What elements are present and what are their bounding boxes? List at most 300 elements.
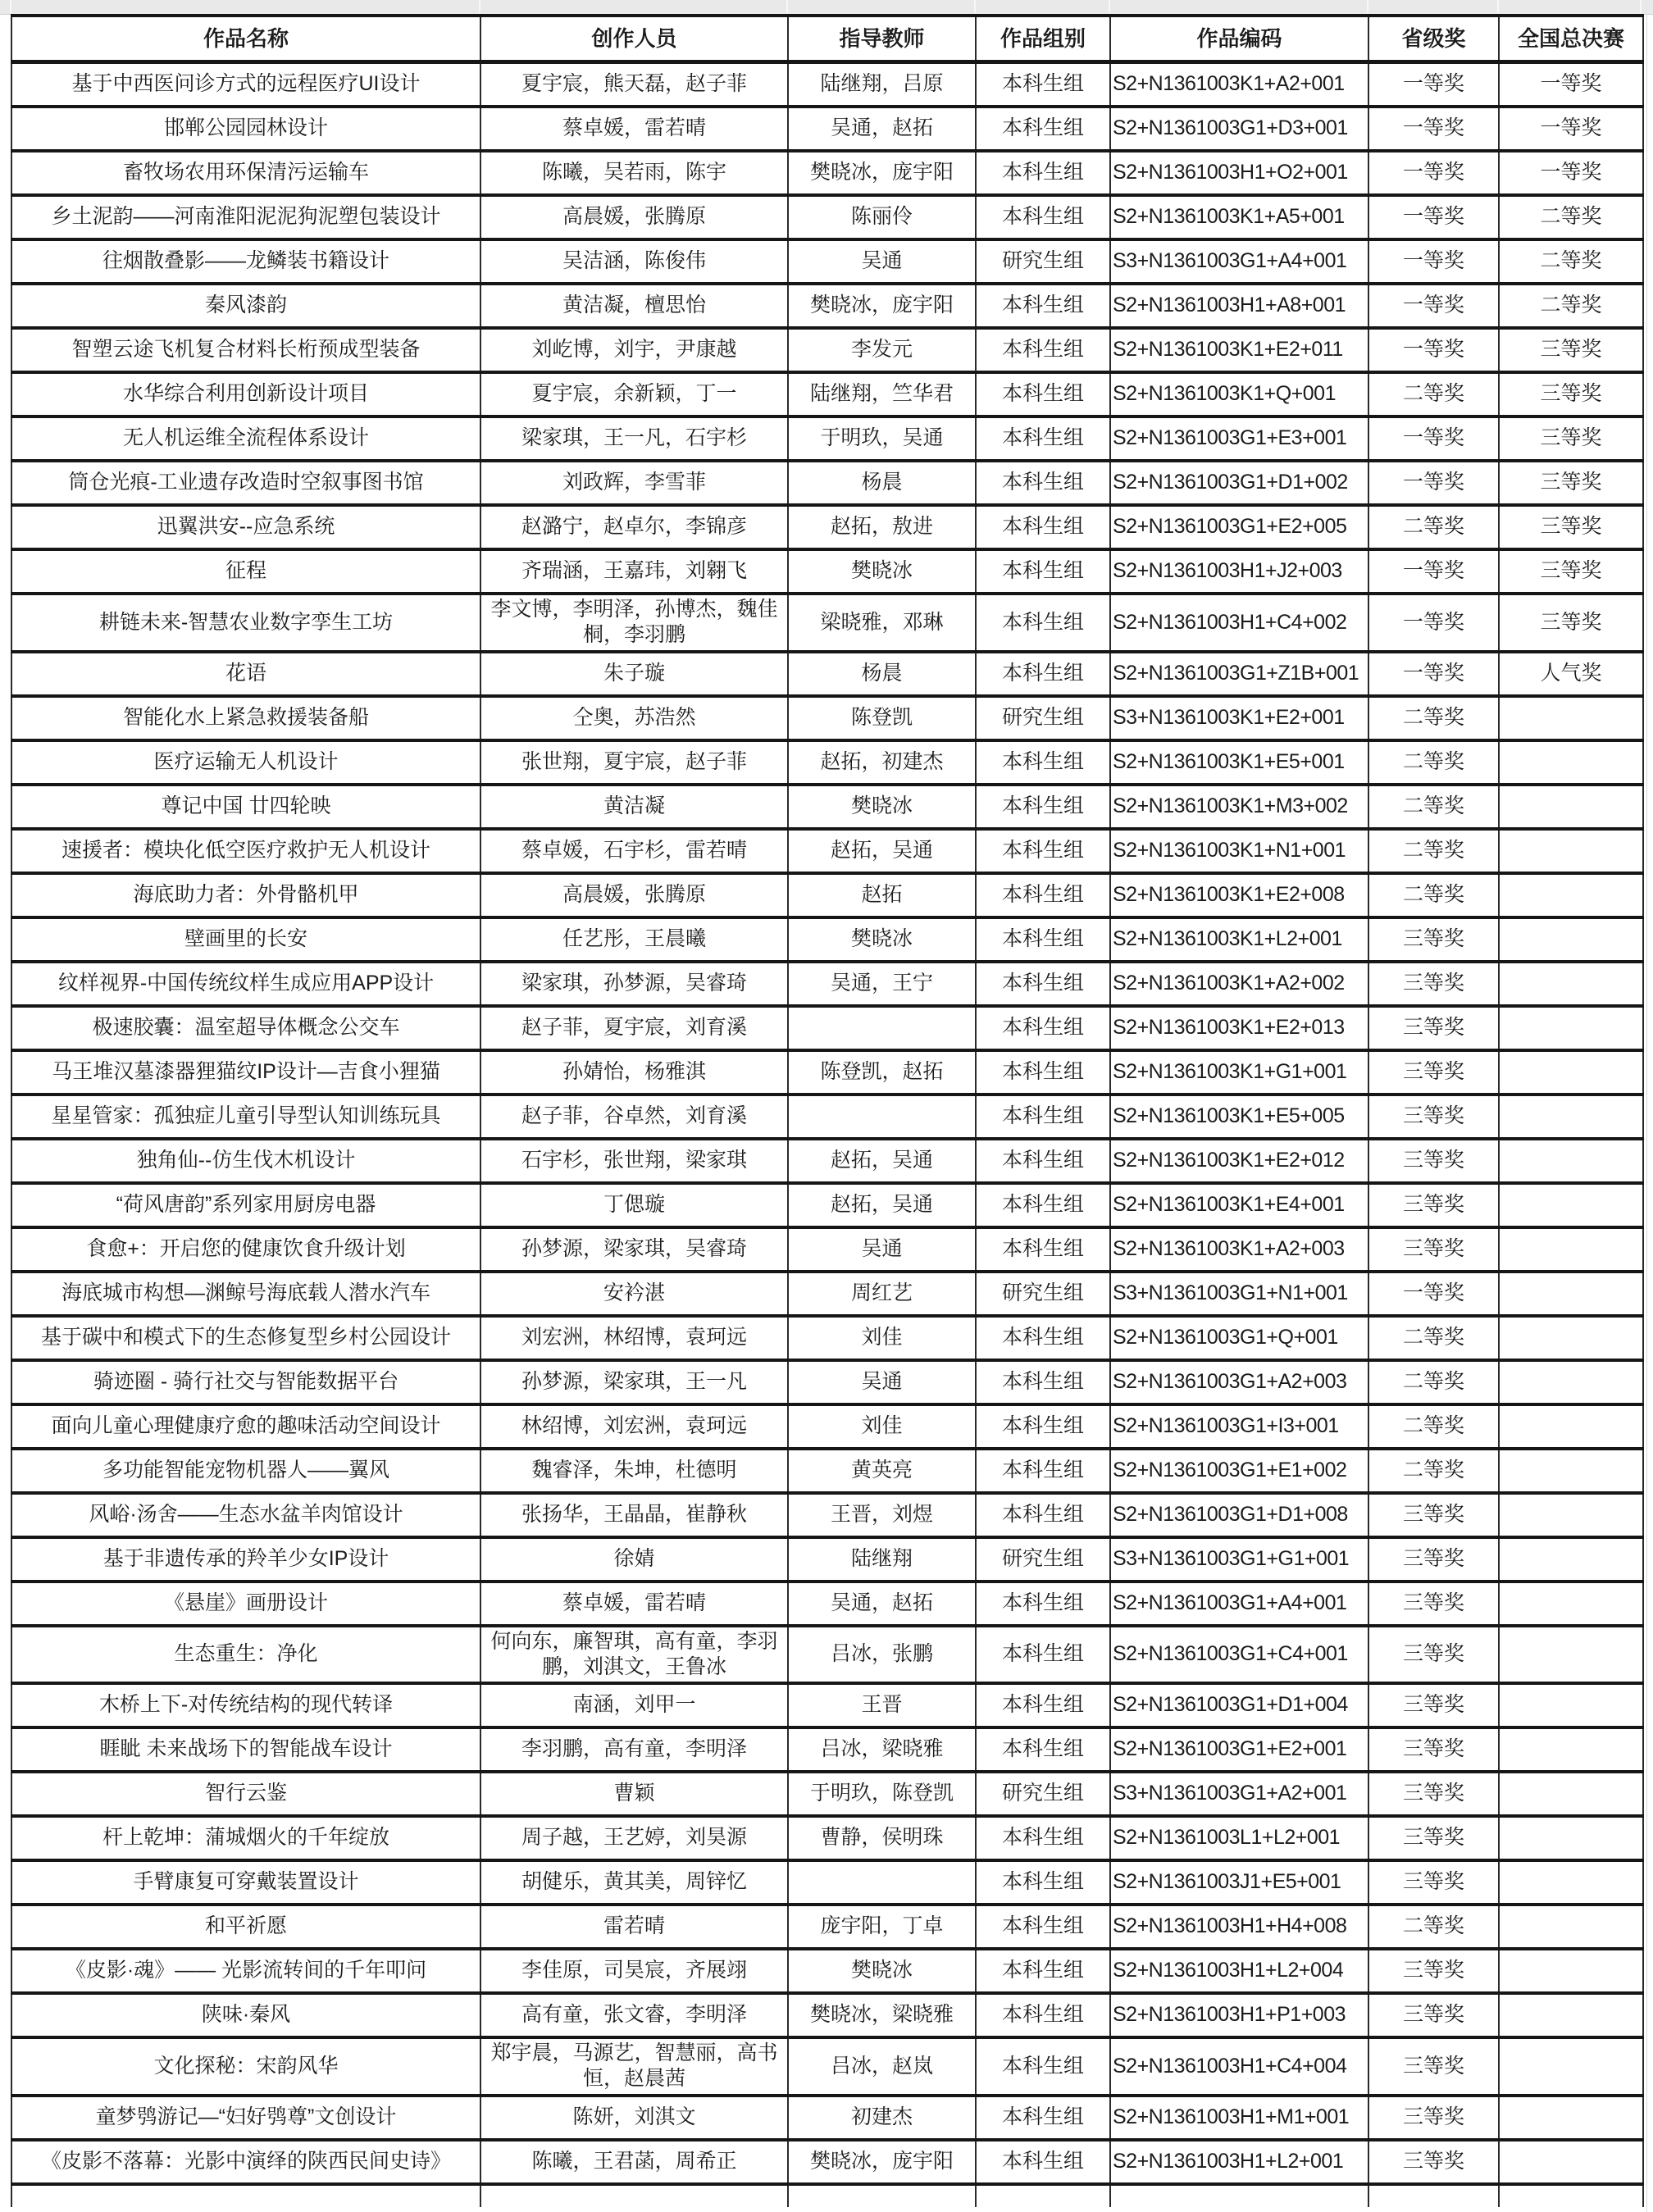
cell-provincial-award: 三等奖 <box>1368 962 1499 1006</box>
cell-provincial-award: 三等奖 <box>1368 1095 1499 1139</box>
cell-group: 本科生组 <box>976 107 1110 151</box>
header-provincial-award: 省级奖 <box>1368 16 1499 62</box>
cell-advisors: 樊晓冰 <box>788 549 976 594</box>
column-guide-line <box>1109 0 1110 13</box>
cell-group: 本科生组 <box>976 2037 1110 2096</box>
table-row <box>11 962 1643 1006</box>
cell-provincial-award: 二等奖 <box>1368 1316 1499 1360</box>
header-creators: 创作人员 <box>480 16 788 62</box>
cell-creators: 赵潞宁，赵卓尔，李锦彦 <box>480 505 788 549</box>
cell-provincial-award: 二等奖 <box>1368 1449 1499 1493</box>
column-guide-line <box>1640 0 1642 13</box>
cell-advisors: 吴通 <box>788 1227 976 1272</box>
cell-creators: 黄洁凝 <box>480 785 788 829</box>
cell-work-code: S2+N1361003K1+E2+013 <box>1110 1006 1368 1050</box>
table-row <box>11 416 1643 461</box>
cell-creators: 魏睿泽，朱坤，杜德明 <box>480 1449 788 1493</box>
cell-advisors: 赵拓，敖进 <box>788 505 976 549</box>
cell-national-final: 三等奖 <box>1499 505 1643 549</box>
cell-work-name: 邯郸公园园林设计 <box>11 107 480 151</box>
cell-provincial-award: 三等奖 <box>1368 2096 1499 2140</box>
table-row <box>11 1905 1643 1949</box>
cell-work-name: 陕味·秦风 <box>11 1993 480 2037</box>
cell-group: 本科生组 <box>976 1626 1110 1684</box>
cell-national-final: 二等奖 <box>1499 239 1643 284</box>
cell-creators: 孙婧怡，杨雅淇 <box>480 1050 788 1095</box>
cell-empty <box>788 2184 976 2207</box>
cell-group: 本科生组 <box>976 1404 1110 1449</box>
cell-group: 本科生组 <box>976 1360 1110 1404</box>
cell-creators: 吴洁涵，陈俊伟 <box>480 239 788 284</box>
table-row <box>11 1582 1643 1626</box>
cell-work-code: S3+N1361003G1+A2+001 <box>1110 1772 1368 1816</box>
cell-advisors: 吴通，赵拓 <box>788 107 976 151</box>
header-advisors: 指导教师 <box>788 16 976 62</box>
cell-advisors: 樊晓冰 <box>788 1949 976 1993</box>
cell-advisors: 吕冰，张鹏 <box>788 1626 976 1684</box>
cell-national-final <box>1499 829 1643 873</box>
cell-group: 本科生组 <box>976 1139 1110 1183</box>
cell-provincial-award: 一等奖 <box>1368 594 1499 652</box>
cell-national-final: 三等奖 <box>1499 416 1643 461</box>
cell-creators: 蔡卓媛，石宇杉，雷若晴 <box>480 829 788 873</box>
table-row <box>11 195 1643 239</box>
cell-national-final <box>1499 785 1643 829</box>
cell-creators: 赵子菲，谷卓然，刘育溪 <box>480 1095 788 1139</box>
cell-work-name: 骑迹圈 - 骑行社交与智能数据平台 <box>11 1360 480 1404</box>
table-row <box>11 1404 1643 1449</box>
cell-work-code: S2+N1361003G1+D1+002 <box>1110 461 1368 505</box>
cell-provincial-award: 三等奖 <box>1368 1727 1499 1772</box>
table-row <box>11 62 1643 107</box>
cell-creators: 李佳原，司昊宸，齐展翊 <box>480 1949 788 1993</box>
cell-national-final: 一等奖 <box>1499 151 1643 195</box>
cell-work-code: S2+N1361003G1+Q+001 <box>1110 1316 1368 1360</box>
table-body <box>11 62 1643 2207</box>
table-row <box>11 2096 1643 2140</box>
cell-creators: 夏宇宸，熊天磊，赵子菲 <box>480 62 788 107</box>
cell-work-code: S2+N1361003G1+Z1B+001 <box>1110 652 1368 696</box>
cell-work-name: 基于非遗传承的羚羊少女IP设计 <box>11 1537 480 1582</box>
cell-group: 本科生组 <box>976 1493 1110 1537</box>
cell-group: 本科生组 <box>976 1816 1110 1860</box>
table-row <box>11 151 1643 195</box>
cell-group: 本科生组 <box>976 962 1110 1006</box>
cell-work-code: S2+N1361003H1+C4+004 <box>1110 2037 1368 2096</box>
cell-empty <box>976 2184 1110 2207</box>
cell-group: 本科生组 <box>976 785 1110 829</box>
cell-work-code: S2+N1361003H1+P1+003 <box>1110 1993 1368 2037</box>
cell-advisors: 黄英亮 <box>788 1449 976 1493</box>
table-row <box>11 2037 1643 2096</box>
cell-national-final <box>1499 2140 1643 2184</box>
cell-advisors: 刘佳 <box>788 1404 976 1449</box>
cell-advisors: 陈丽伶 <box>788 195 976 239</box>
cell-creators: 刘宏洲，林绍博，袁珂远 <box>480 1316 788 1360</box>
table-row <box>11 1993 1643 2037</box>
cell-work-name: 筒仓光痕-工业遗存改造时空叙事图书馆 <box>11 461 480 505</box>
cell-creators: 丁偲璇 <box>480 1183 788 1227</box>
cell-advisors: 曹静，侯明珠 <box>788 1816 976 1860</box>
cell-national-final <box>1499 1139 1643 1183</box>
cell-advisors: 陈登凯 <box>788 696 976 740</box>
cell-group: 本科生组 <box>976 1860 1110 1905</box>
column-guide-line <box>974 0 976 13</box>
cell-work-code: S2+N1361003K1+A2+001 <box>1110 62 1368 107</box>
cell-work-name: 独角仙--仿生伐木机设计 <box>11 1139 480 1183</box>
cell-work-code: S2+N1361003G1+C4+001 <box>1110 1626 1368 1684</box>
cell-work-name: 畜牧场农用环保清污运输车 <box>11 151 480 195</box>
cell-group: 研究生组 <box>976 1537 1110 1582</box>
cell-empty <box>11 2184 480 2207</box>
cell-work-code: S2+N1361003H1+L2+001 <box>1110 2140 1368 2184</box>
cell-advisors: 赵拓 <box>788 873 976 917</box>
cell-national-final: 人气奖 <box>1499 652 1643 696</box>
cell-work-code: S2+N1361003K1+A5+001 <box>1110 195 1368 239</box>
cell-group: 本科生组 <box>976 829 1110 873</box>
cell-provincial-award: 一等奖 <box>1368 107 1499 151</box>
column-guide-line <box>479 0 480 13</box>
table-row <box>11 2140 1643 2184</box>
cell-creators: 安衿湛 <box>480 1272 788 1316</box>
cell-creators: 赵子菲，夏宇宸，刘育溪 <box>480 1006 788 1050</box>
cell-work-name: 童梦鸮游记—“妇好鸮尊”文创设计 <box>11 2096 480 2140</box>
cell-work-code: S2+N1361003G1+A2+003 <box>1110 1360 1368 1404</box>
cell-work-code: S2+N1361003K1+Q+001 <box>1110 372 1368 416</box>
cell-advisors: 杨晨 <box>788 461 976 505</box>
cell-national-final <box>1499 962 1643 1006</box>
cell-advisors: 吴通 <box>788 239 976 284</box>
cell-provincial-award: 三等奖 <box>1368 1537 1499 1582</box>
cell-group: 本科生组 <box>976 416 1110 461</box>
cell-work-name: 智能化水上紧急救援装备船 <box>11 696 480 740</box>
cell-national-final: 三等奖 <box>1499 461 1643 505</box>
cell-advisors <box>788 1006 976 1050</box>
cell-work-code: S2+N1361003G1+A4+001 <box>1110 1582 1368 1626</box>
cell-provincial-award: 一等奖 <box>1368 284 1499 328</box>
cell-advisors: 赵拓，吴通 <box>788 829 976 873</box>
header-group: 作品组别 <box>976 16 1110 62</box>
cell-empty <box>1110 2184 1368 2207</box>
cell-provincial-award: 三等奖 <box>1368 1139 1499 1183</box>
table-row <box>11 1727 1643 1772</box>
cell-advisors: 吴通 <box>788 1360 976 1404</box>
cell-provincial-award: 二等奖 <box>1368 785 1499 829</box>
cell-provincial-award: 三等奖 <box>1368 1993 1499 2037</box>
cell-work-code: S2+N1361003K1+E5+001 <box>1110 740 1368 785</box>
cell-national-final <box>1499 1626 1643 1684</box>
cell-creators: 仝奥，苏浩然 <box>480 696 788 740</box>
cell-advisors: 吴通，赵拓 <box>788 1582 976 1626</box>
cell-provincial-award: 一等奖 <box>1368 195 1499 239</box>
cell-work-name: 水华综合利用创新设计项目 <box>11 372 480 416</box>
cell-advisors: 杨晨 <box>788 652 976 696</box>
cell-advisors: 王晋，刘煜 <box>788 1493 976 1537</box>
cell-work-name: “荷风唐韵”系列家用厨房电器 <box>11 1183 480 1227</box>
cell-national-final <box>1499 1183 1643 1227</box>
cell-group: 本科生组 <box>976 1227 1110 1272</box>
cell-provincial-award: 二等奖 <box>1368 740 1499 785</box>
cell-work-name: 耕链未来-智慧农业数字孪生工坊 <box>11 594 480 652</box>
cell-work-code: S2+N1361003H1+J2+003 <box>1110 549 1368 594</box>
table-row <box>11 740 1643 785</box>
header-work-name: 作品名称 <box>11 16 480 62</box>
cell-group: 本科生组 <box>976 1683 1110 1727</box>
cell-work-code: S2+N1361003K1+L2+001 <box>1110 917 1368 962</box>
table-row <box>11 1360 1643 1404</box>
column-guide-line <box>786 0 788 13</box>
column-guide-line <box>10 0 11 13</box>
cell-group: 本科生组 <box>976 1095 1110 1139</box>
cell-advisors: 陆继翔，竺华君 <box>788 372 976 416</box>
table-row-partial <box>11 2184 1643 2207</box>
cell-group: 本科生组 <box>976 1316 1110 1360</box>
cell-provincial-award: 一等奖 <box>1368 1272 1499 1316</box>
cell-provincial-award: 三等奖 <box>1368 1183 1499 1227</box>
cell-creators: 张世翔，夏宇宸，赵子菲 <box>480 740 788 785</box>
cell-work-name: 马王堆汉墓漆器狸猫纹IP设计—吉食小狸猫 <box>11 1050 480 1095</box>
cell-group: 本科生组 <box>976 1727 1110 1772</box>
cell-group: 本科生组 <box>976 505 1110 549</box>
cell-creators: 胡健乐，黄其美，周锌忆 <box>480 1860 788 1905</box>
cell-group: 研究生组 <box>976 1272 1110 1316</box>
table-row <box>11 1493 1643 1537</box>
cell-national-final <box>1499 1050 1643 1095</box>
cell-work-name: 智塑云途飞机复合材料长桁预成型装备 <box>11 328 480 372</box>
column-guide-line <box>1497 0 1499 13</box>
cell-national-final: 三等奖 <box>1499 594 1643 652</box>
cell-creators: 南涵，刘甲一 <box>480 1683 788 1727</box>
cell-national-final <box>1499 1905 1643 1949</box>
cell-provincial-award: 一等奖 <box>1368 416 1499 461</box>
cell-national-final <box>1499 1683 1643 1727</box>
table-row <box>11 696 1643 740</box>
cell-work-name: 《皮影不落幕：光影中演绎的陕西民间史诗》 <box>11 2140 480 2184</box>
column-guide-line <box>1367 0 1368 13</box>
cell-group: 本科生组 <box>976 1993 1110 2037</box>
cell-creators: 李文博，李明泽，孙博杰，魏佳桐，李羽鹏 <box>480 594 788 652</box>
cell-creators: 蔡卓媛，雷若晴 <box>480 1582 788 1626</box>
cell-provincial-award: 二等奖 <box>1368 372 1499 416</box>
cell-work-code: S2+N1361003K1+M3+002 <box>1110 785 1368 829</box>
cell-provincial-award: 一等奖 <box>1368 151 1499 195</box>
cell-creators: 高晨媛，张腾原 <box>480 873 788 917</box>
table-row <box>11 917 1643 962</box>
cell-national-final <box>1499 696 1643 740</box>
cell-creators: 石宇杉，张世翔，梁家琪 <box>480 1139 788 1183</box>
header-national-final: 全国总决赛 <box>1499 16 1643 62</box>
cell-work-code: S2+N1361003G1+D1+004 <box>1110 1683 1368 1727</box>
cell-national-final <box>1499 1360 1643 1404</box>
cell-provincial-award: 三等奖 <box>1368 1816 1499 1860</box>
cell-provincial-award: 三等奖 <box>1368 1683 1499 1727</box>
table-row <box>11 1095 1643 1139</box>
cell-advisors: 李发元 <box>788 328 976 372</box>
cell-provincial-award: 二等奖 <box>1368 1404 1499 1449</box>
cell-provincial-award: 一等奖 <box>1368 62 1499 107</box>
cell-work-code: S2+N1361003K1+A2+002 <box>1110 962 1368 1006</box>
cell-work-code: S2+N1361003K1+E2+012 <box>1110 1139 1368 1183</box>
cell-work-code: S3+N1361003G1+N1+001 <box>1110 1272 1368 1316</box>
cell-work-name: 风峪·汤舍——生态水盆羊肉馆设计 <box>11 1493 480 1537</box>
cell-creators: 徐婧 <box>480 1537 788 1582</box>
cell-group: 本科生组 <box>976 284 1110 328</box>
cell-group: 本科生组 <box>976 2140 1110 2184</box>
cell-advisors: 王晋 <box>788 1683 976 1727</box>
table-row <box>11 1449 1643 1493</box>
cell-work-code: S2+N1361003H1+M1+001 <box>1110 2096 1368 2140</box>
cell-national-final <box>1499 1816 1643 1860</box>
cell-work-name: 星星管家：孤独症儿童引导型认知训练玩具 <box>11 1095 480 1139</box>
cell-empty <box>1499 2184 1643 2207</box>
cell-provincial-award: 一等奖 <box>1368 652 1499 696</box>
cell-provincial-award: 一等奖 <box>1368 549 1499 594</box>
cell-work-code: S2+N1361003G1+E2+005 <box>1110 505 1368 549</box>
table-row <box>11 1860 1643 1905</box>
cell-advisors: 刘佳 <box>788 1316 976 1360</box>
cell-provincial-award: 三等奖 <box>1368 1860 1499 1905</box>
cell-national-final <box>1499 1772 1643 1816</box>
cell-work-code: S2+N1361003J1+E5+001 <box>1110 1860 1368 1905</box>
cell-group: 本科生组 <box>976 549 1110 594</box>
cell-provincial-award: 三等奖 <box>1368 1006 1499 1050</box>
cell-advisors: 赵拓，吴通 <box>788 1183 976 1227</box>
cell-work-name: 《皮影·魂》—— 光影流转间的千年叩问 <box>11 1949 480 1993</box>
cell-work-name: 纹样视界-中国传统纹样生成应用APP设计 <box>11 962 480 1006</box>
cell-provincial-award: 二等奖 <box>1368 829 1499 873</box>
cell-work-name: 海底城市构想—渊鲸号海底载人潜水汽车 <box>11 1272 480 1316</box>
cell-creators: 孙梦源，梁家琪，王一凡 <box>480 1360 788 1404</box>
cell-advisors <box>788 1095 976 1139</box>
table-row <box>11 1772 1643 1816</box>
cell-work-name: 乡土泥韵——河南淮阳泥泥狗泥塑包装设计 <box>11 195 480 239</box>
cell-work-code: S2+N1361003G1+E1+002 <box>1110 1449 1368 1493</box>
cell-group: 本科生组 <box>976 1449 1110 1493</box>
cell-advisors: 樊晓冰，庞宇阳 <box>788 151 976 195</box>
cell-work-code: S2+N1361003G1+D1+008 <box>1110 1493 1368 1537</box>
cell-work-name: 速援者：模块化低空医疗救护无人机设计 <box>11 829 480 873</box>
cell-national-final <box>1499 1227 1643 1272</box>
cell-advisors: 庞宇阳，丁卓 <box>788 1905 976 1949</box>
cell-provincial-award: 三等奖 <box>1368 917 1499 962</box>
cell-work-code: S2+N1361003G1+I3+001 <box>1110 1404 1368 1449</box>
table-row <box>11 372 1643 416</box>
cell-creators: 郑宇晨，马源艺，智慧丽，高书恒，赵晨茜 <box>480 2037 788 2096</box>
cell-national-final: 二等奖 <box>1499 195 1643 239</box>
cell-advisors: 陆继翔 <box>788 1537 976 1582</box>
cell-empty <box>1368 2184 1499 2207</box>
cell-advisors: 陆继翔，吕原 <box>788 62 976 107</box>
cell-provincial-award: 一等奖 <box>1368 328 1499 372</box>
cell-provincial-award: 二等奖 <box>1368 873 1499 917</box>
cell-work-name: 食愈+：开启您的健康饮食升级计划 <box>11 1227 480 1272</box>
sheet-right-guide-line <box>1646 14 1647 2212</box>
table-row <box>11 1626 1643 1684</box>
cell-national-final: 三等奖 <box>1499 328 1643 372</box>
cell-creators: 黄洁凝，檀思怡 <box>480 284 788 328</box>
cell-work-name: 花语 <box>11 652 480 696</box>
cell-advisors: 樊晓冰 <box>788 917 976 962</box>
cell-national-final <box>1499 1860 1643 1905</box>
cell-group: 本科生组 <box>976 328 1110 372</box>
cell-group: 本科生组 <box>976 1949 1110 1993</box>
cell-creators: 陈曦，王君菡，周希正 <box>480 2140 788 2184</box>
cell-work-code: S2+N1361003G1+E2+001 <box>1110 1727 1368 1772</box>
cell-creators: 蔡卓媛，雷若晴 <box>480 107 788 151</box>
cell-provincial-award: 三等奖 <box>1368 1949 1499 1993</box>
cell-group: 本科生组 <box>976 1006 1110 1050</box>
cell-provincial-award: 三等奖 <box>1368 2140 1499 2184</box>
cell-work-name: 杆上乾坤：蒲城烟火的千年绽放 <box>11 1816 480 1860</box>
table-row <box>11 1227 1643 1272</box>
cell-national-final: 三等奖 <box>1499 549 1643 594</box>
cell-provincial-award: 三等奖 <box>1368 1772 1499 1816</box>
cell-group: 本科生组 <box>976 461 1110 505</box>
cell-work-name: 往烟散叠影——龙鳞装书籍设计 <box>11 239 480 284</box>
cell-provincial-award: 一等奖 <box>1368 239 1499 284</box>
cell-work-code: S2+N1361003H1+O2+001 <box>1110 151 1368 195</box>
cell-work-code: S3+N1361003G1+A4+001 <box>1110 239 1368 284</box>
table-row <box>11 1139 1643 1183</box>
cell-work-name: 智行云鉴 <box>11 1772 480 1816</box>
cell-advisors: 吴通，王宁 <box>788 962 976 1006</box>
cell-work-name: 多功能智能宠物机器人——翼风 <box>11 1449 480 1493</box>
cell-creators: 刘屹博，刘宇，尹康越 <box>480 328 788 372</box>
cell-advisors: 梁晓雅，邓琳 <box>788 594 976 652</box>
cell-group: 本科生组 <box>976 195 1110 239</box>
cell-work-name: 海底助力者：外骨骼机甲 <box>11 873 480 917</box>
cell-advisors: 吕冰，赵岚 <box>788 2037 976 2096</box>
cell-advisors: 于明玖，吴通 <box>788 416 976 461</box>
table-row <box>11 549 1643 594</box>
cell-work-name: 无人机运维全流程体系设计 <box>11 416 480 461</box>
cell-group: 研究生组 <box>976 1772 1110 1816</box>
cell-provincial-award: 三等奖 <box>1368 1493 1499 1537</box>
header-row <box>11 16 1643 62</box>
cell-national-final <box>1499 1316 1643 1360</box>
cell-national-final <box>1499 1949 1643 1993</box>
table-row <box>11 1816 1643 1860</box>
cell-work-name: 木桥上下-对传统结构的现代转译 <box>11 1683 480 1727</box>
cell-national-final <box>1499 2037 1643 2096</box>
table-row <box>11 594 1643 652</box>
cell-provincial-award: 二等奖 <box>1368 696 1499 740</box>
table-header <box>11 16 1643 62</box>
cell-group: 本科生组 <box>976 740 1110 785</box>
cell-creators: 任艺彤，王晨曦 <box>480 917 788 962</box>
cell-work-code: S2+N1361003K1+E4+001 <box>1110 1183 1368 1227</box>
cell-work-code: S2+N1361003G1+D3+001 <box>1110 107 1368 151</box>
cell-creators: 曹颖 <box>480 1772 788 1816</box>
cell-national-final <box>1499 1404 1643 1449</box>
cell-creators: 林绍博，刘宏洲，袁珂远 <box>480 1404 788 1449</box>
cell-provincial-award: 二等奖 <box>1368 1360 1499 1404</box>
cell-work-code: S2+N1361003G1+E3+001 <box>1110 416 1368 461</box>
cell-national-final <box>1499 1537 1643 1582</box>
cell-work-name: 《悬崖》画册设计 <box>11 1582 480 1626</box>
cell-national-final: 二等奖 <box>1499 284 1643 328</box>
header-work-code: 作品编码 <box>1110 16 1368 62</box>
cell-national-final <box>1499 1993 1643 2037</box>
cell-work-code: S2+N1361003K1+E5+005 <box>1110 1095 1368 1139</box>
cell-work-code: S2+N1361003K1+N1+001 <box>1110 829 1368 873</box>
cell-national-final <box>1499 740 1643 785</box>
cell-creators: 高有童，张文睿，李明泽 <box>480 1993 788 2037</box>
cell-creators: 张扬华，王晶晶，崔静秋 <box>480 1493 788 1537</box>
cell-work-code: S2+N1361003H1+H4+008 <box>1110 1905 1368 1949</box>
cell-creators: 陈曦，吴若雨，陈宇 <box>480 151 788 195</box>
table-row <box>11 328 1643 372</box>
